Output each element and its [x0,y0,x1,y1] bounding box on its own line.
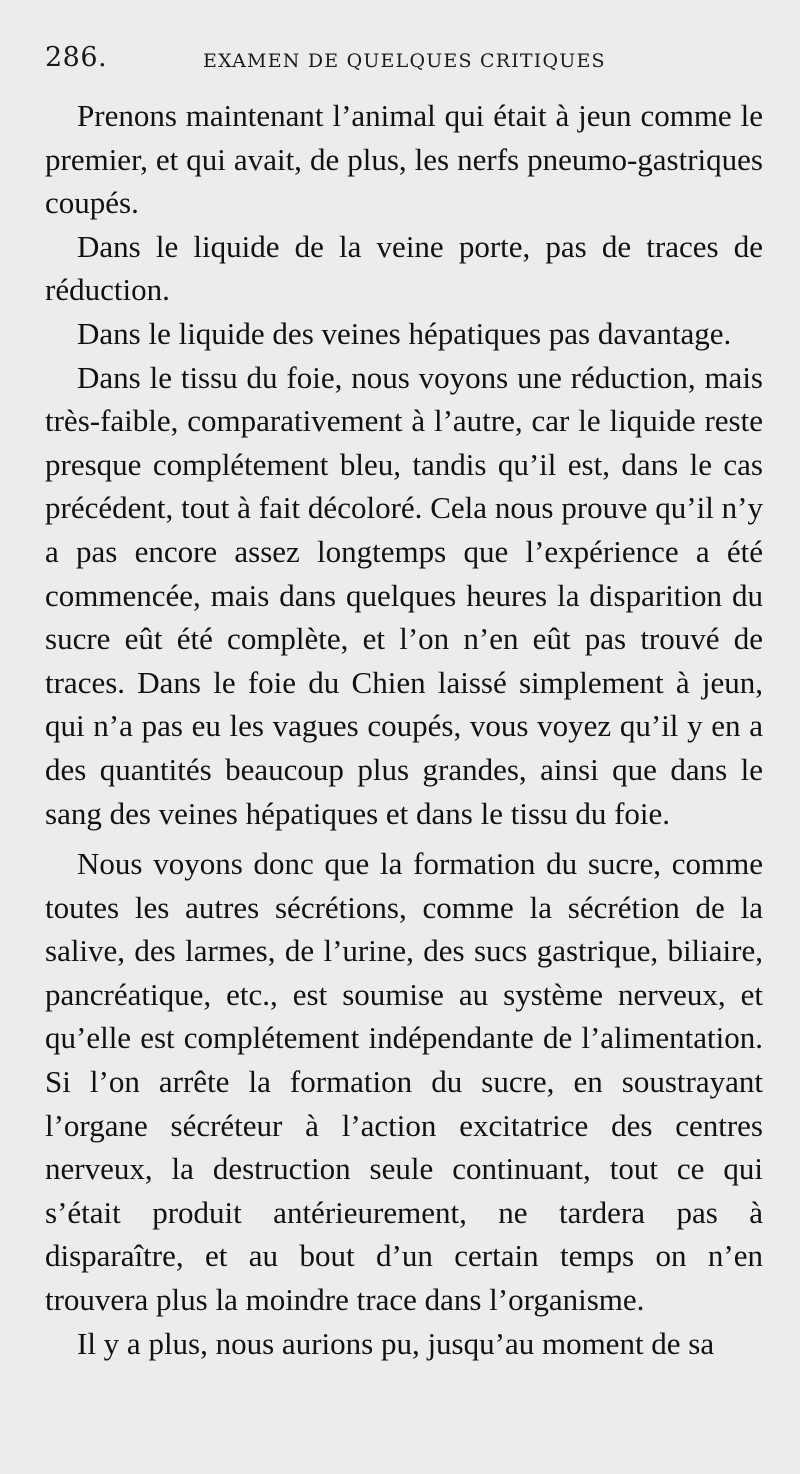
paragraph: Dans le tissu du foie, nous voyons une réduction, mais très-faible, comparativement à l’autre, car le liquide reste presque complétement bleu, tandis qu’il est, dans le cas précédent, tout à fait décoloré. Cela nous prouve qu’il n’y a pas encore assez longtemps que l’expérience a été commencée, mais dans quelques heures la disparition du sucre eût été complète, et l’on n’en eût pas trouvé de traces. Dans le foie du Chien laissé simplement à jeun, qui n’a pas eu les vagues coupés, vous voyez qu’il y en a des quantités beaucoup plus grandes, ainsi que dans le sang des veines hépatiques et dans le tissu du foie. [45,359,763,831]
page-body [45,94,763,1365]
page-number: 286. [45,42,108,73]
paragraph: Prenons maintenant l’animal qui était à jeun comme le premier, et qui avait, de plus, les nerfs pneumo-gastriques coupés. [45,98,763,221]
paragraph: Nous voyons donc que la formation du sucre, comme toutes les autres sécrétions, comme la sécrétion de la salive, des larmes, de l’urine, des sucs gastrique, biliaire, pancréatique, etc., est soumise au système nerveux, et qu’elle est complétement indépendante de l’alimentation. Si l’on arrête la formation du sucre, en soustrayant l’organe sécréteur à l’action excitatrice des centres nerveux, la destruction seule continuant, tout ce qui s’était produit antérieurement, ne tardera pas à disparaître, et au bout d’un certain temps on n’en trouvera plus la moindre trace dans l’organisme. [45,846,763,1318]
page-header [45,38,770,78]
running-head: EXAMEN DE QUELQUES CRITIQUES [203,50,606,72]
paragraph: Dans le liquide des veines hépatiques pas davantage. [77,315,732,351]
paragraph: Il y a plus, nous aurions pu, jusqu’au moment de sa [77,1325,715,1361]
paragraph: Dans le liquide de la veine porte, pas de traces de réduction. [45,228,763,308]
